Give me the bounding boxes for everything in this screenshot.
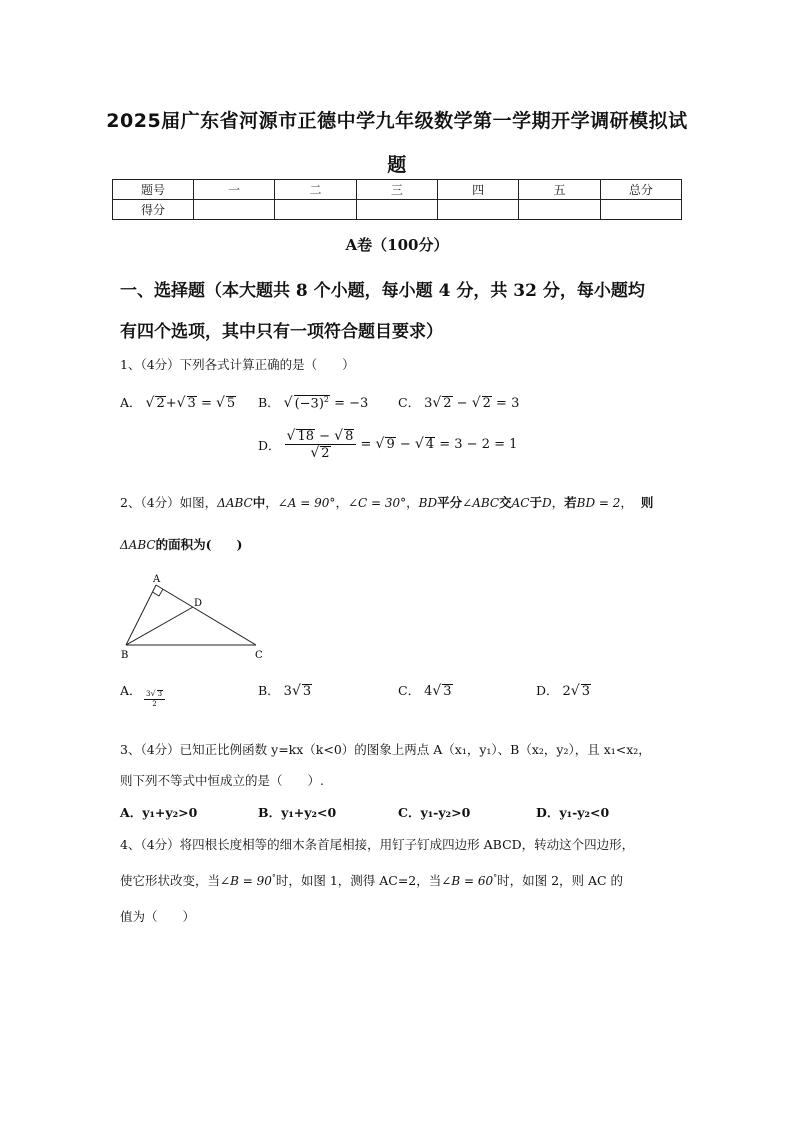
score-table-header-row — [113, 180, 682, 200]
q2-math-ac: AC — [511, 496, 530, 510]
q1-option-d-formula: $\frac{√ 18 - √ 8}{√ 2}$ = √ 9 − √ 4 = 3 − 2 = 1 — [286, 428, 518, 462]
q1-option-d[interactable] — [258, 428, 517, 462]
q4-line2-part-a: 使它形状改变，当 — [120, 873, 221, 888]
q3-option-b[interactable]: B．y₁+y₂<0 — [258, 805, 337, 820]
score-header-cell: 五 — [519, 180, 600, 200]
q2-math-angle-a: ∠A = 90° — [277, 496, 336, 510]
option-label: B． — [258, 683, 280, 698]
option-label: D． — [258, 437, 281, 453]
option-label: C． — [398, 395, 421, 410]
q1-option-b-formula: √ $(-3)^2 = -3$ — [283, 394, 369, 411]
paper-a-heading: A卷（100分） — [345, 236, 449, 254]
q2-option-d[interactable] — [536, 681, 591, 699]
q2-option-c[interactable] — [398, 681, 453, 699]
q4-line2-part-b: 时，如图 1，测得 AC=2，当 — [275, 873, 442, 888]
q1-option-a[interactable] — [120, 393, 236, 411]
page-title-line1: 2025届广东省河源市正德中学九年级数学第一学期开学调研模拟试 — [106, 110, 688, 132]
score-header-cell: 二 — [275, 180, 356, 200]
score-table — [112, 179, 682, 220]
q3-option-a[interactable]: A．y₁+y₂>0 — [120, 805, 198, 820]
q4-math-angle-60: ∠B = 60° — [441, 873, 498, 888]
score-table-score-row — [113, 200, 682, 220]
q2-option-a[interactable] — [120, 681, 142, 699]
q2-math-angle-c: ∠C = 30° — [347, 496, 407, 510]
score-cell[interactable] — [275, 200, 356, 220]
score-cell[interactable] — [194, 200, 275, 220]
figure-label-c: C — [255, 650, 263, 661]
q2-option-c-formula: 4√ 3 — [424, 683, 452, 699]
q2-math-triangle-2: ΔABC — [120, 538, 156, 552]
q4-stem-line3: 值为（ ） — [120, 909, 196, 924]
q3-option-d[interactable]: D．y₁-y₂<0 — [536, 805, 610, 820]
q3-stem-line2: 则下列不等式中恒成立的是（ ）. — [120, 773, 324, 788]
score-cell[interactable] — [519, 200, 600, 220]
q3-stem-line1: 3、（4分）已知正比例函数 y=kx（k<0）的图象上两点 A（x₁，y₁）、B（x₂，y₂），且 x₁<x₂， — [120, 742, 651, 757]
figure-right-angle-mark — [153, 589, 164, 596]
figure-label-d: D — [194, 598, 203, 609]
score-header-cell: 总分 — [600, 180, 681, 200]
score-cell[interactable] — [437, 200, 518, 220]
q2-triangle-figure — [118, 572, 268, 664]
score-header-cell: 题号 — [113, 180, 194, 200]
q4-line2-part-c: 时，如图 2，则 AC 的 — [497, 873, 624, 888]
q2-math-triangle: ΔABC — [217, 496, 253, 510]
figure-label-a: A — [153, 574, 161, 585]
q2-option-b[interactable] — [258, 681, 312, 699]
q2-math-bd: BD — [418, 496, 438, 510]
option-label: D． — [536, 683, 559, 698]
q2-option-b-formula: 3√ 3 — [283, 683, 312, 699]
score-cell[interactable] — [600, 200, 681, 220]
q2-stem-tail: 的面积为( ) — [155, 537, 243, 552]
q4-stem-line2 — [120, 871, 623, 889]
q1-option-a-formula: √ 2+√ 3 = √ 5 — [145, 395, 236, 411]
q4-math-angle-90: ∠B = 90° — [220, 873, 276, 888]
q2-option-d-formula: 2√ 3 — [562, 683, 590, 699]
figure-side-ac — [156, 585, 256, 645]
q2-math-bd-eq: BD = 2 — [576, 496, 621, 510]
q1-option-c-formula: 3√ 2 − √ 2 = 3 — [424, 395, 520, 411]
figure-label-b: B — [121, 650, 129, 661]
section1-heading-line2: 有四个选项，其中只有一项符合题目要求） — [120, 322, 443, 342]
option-label: A． — [120, 683, 142, 698]
option-label: B． — [258, 395, 280, 410]
option-label: A． — [120, 395, 142, 410]
score-header-cell: 三 — [356, 180, 437, 200]
q1-option-c[interactable] — [398, 393, 519, 411]
page-title-line2: 题 — [387, 154, 407, 176]
section1-heading-line1: 一、选择题（本大题共 8 个小题，每小题 4 分，共 32 分，每小题均 — [120, 281, 645, 301]
option-label: C． — [398, 683, 421, 698]
score-cell[interactable] — [356, 200, 437, 220]
q2-stem-line1: 2、（4分）如图，ΔABC中，∠A = 90°，∠C = 30°，BD平分∠ABC交AC于D，若BD = 2， 则 — [120, 495, 654, 510]
q2-math-d: D — [541, 496, 552, 510]
score-header-cell: 一 — [194, 180, 275, 200]
q2-stem-line2 — [120, 535, 242, 553]
q2-option-a-formula: $\frac{3√ 3}{2}$ — [144, 689, 165, 708]
q4-stem-line1: 4、（4分）将四根长度相等的细木条首尾相接，用钉子钉成四边形 ABCD，转动这个四边形， — [120, 837, 635, 852]
score-header-cell: 四 — [437, 180, 518, 200]
q2-math-angle-abc: ∠ABC — [462, 496, 500, 510]
q2-prefix: 2、（4分）如图， — [120, 495, 218, 510]
score-row-label: 得分 — [113, 200, 194, 220]
q1-option-b[interactable] — [258, 393, 368, 411]
q3-option-c[interactable]: C．y₁-y₂>0 — [398, 805, 471, 820]
q1-stem: 1、（4分）下列各式计算正确的是（ ） — [120, 357, 355, 372]
